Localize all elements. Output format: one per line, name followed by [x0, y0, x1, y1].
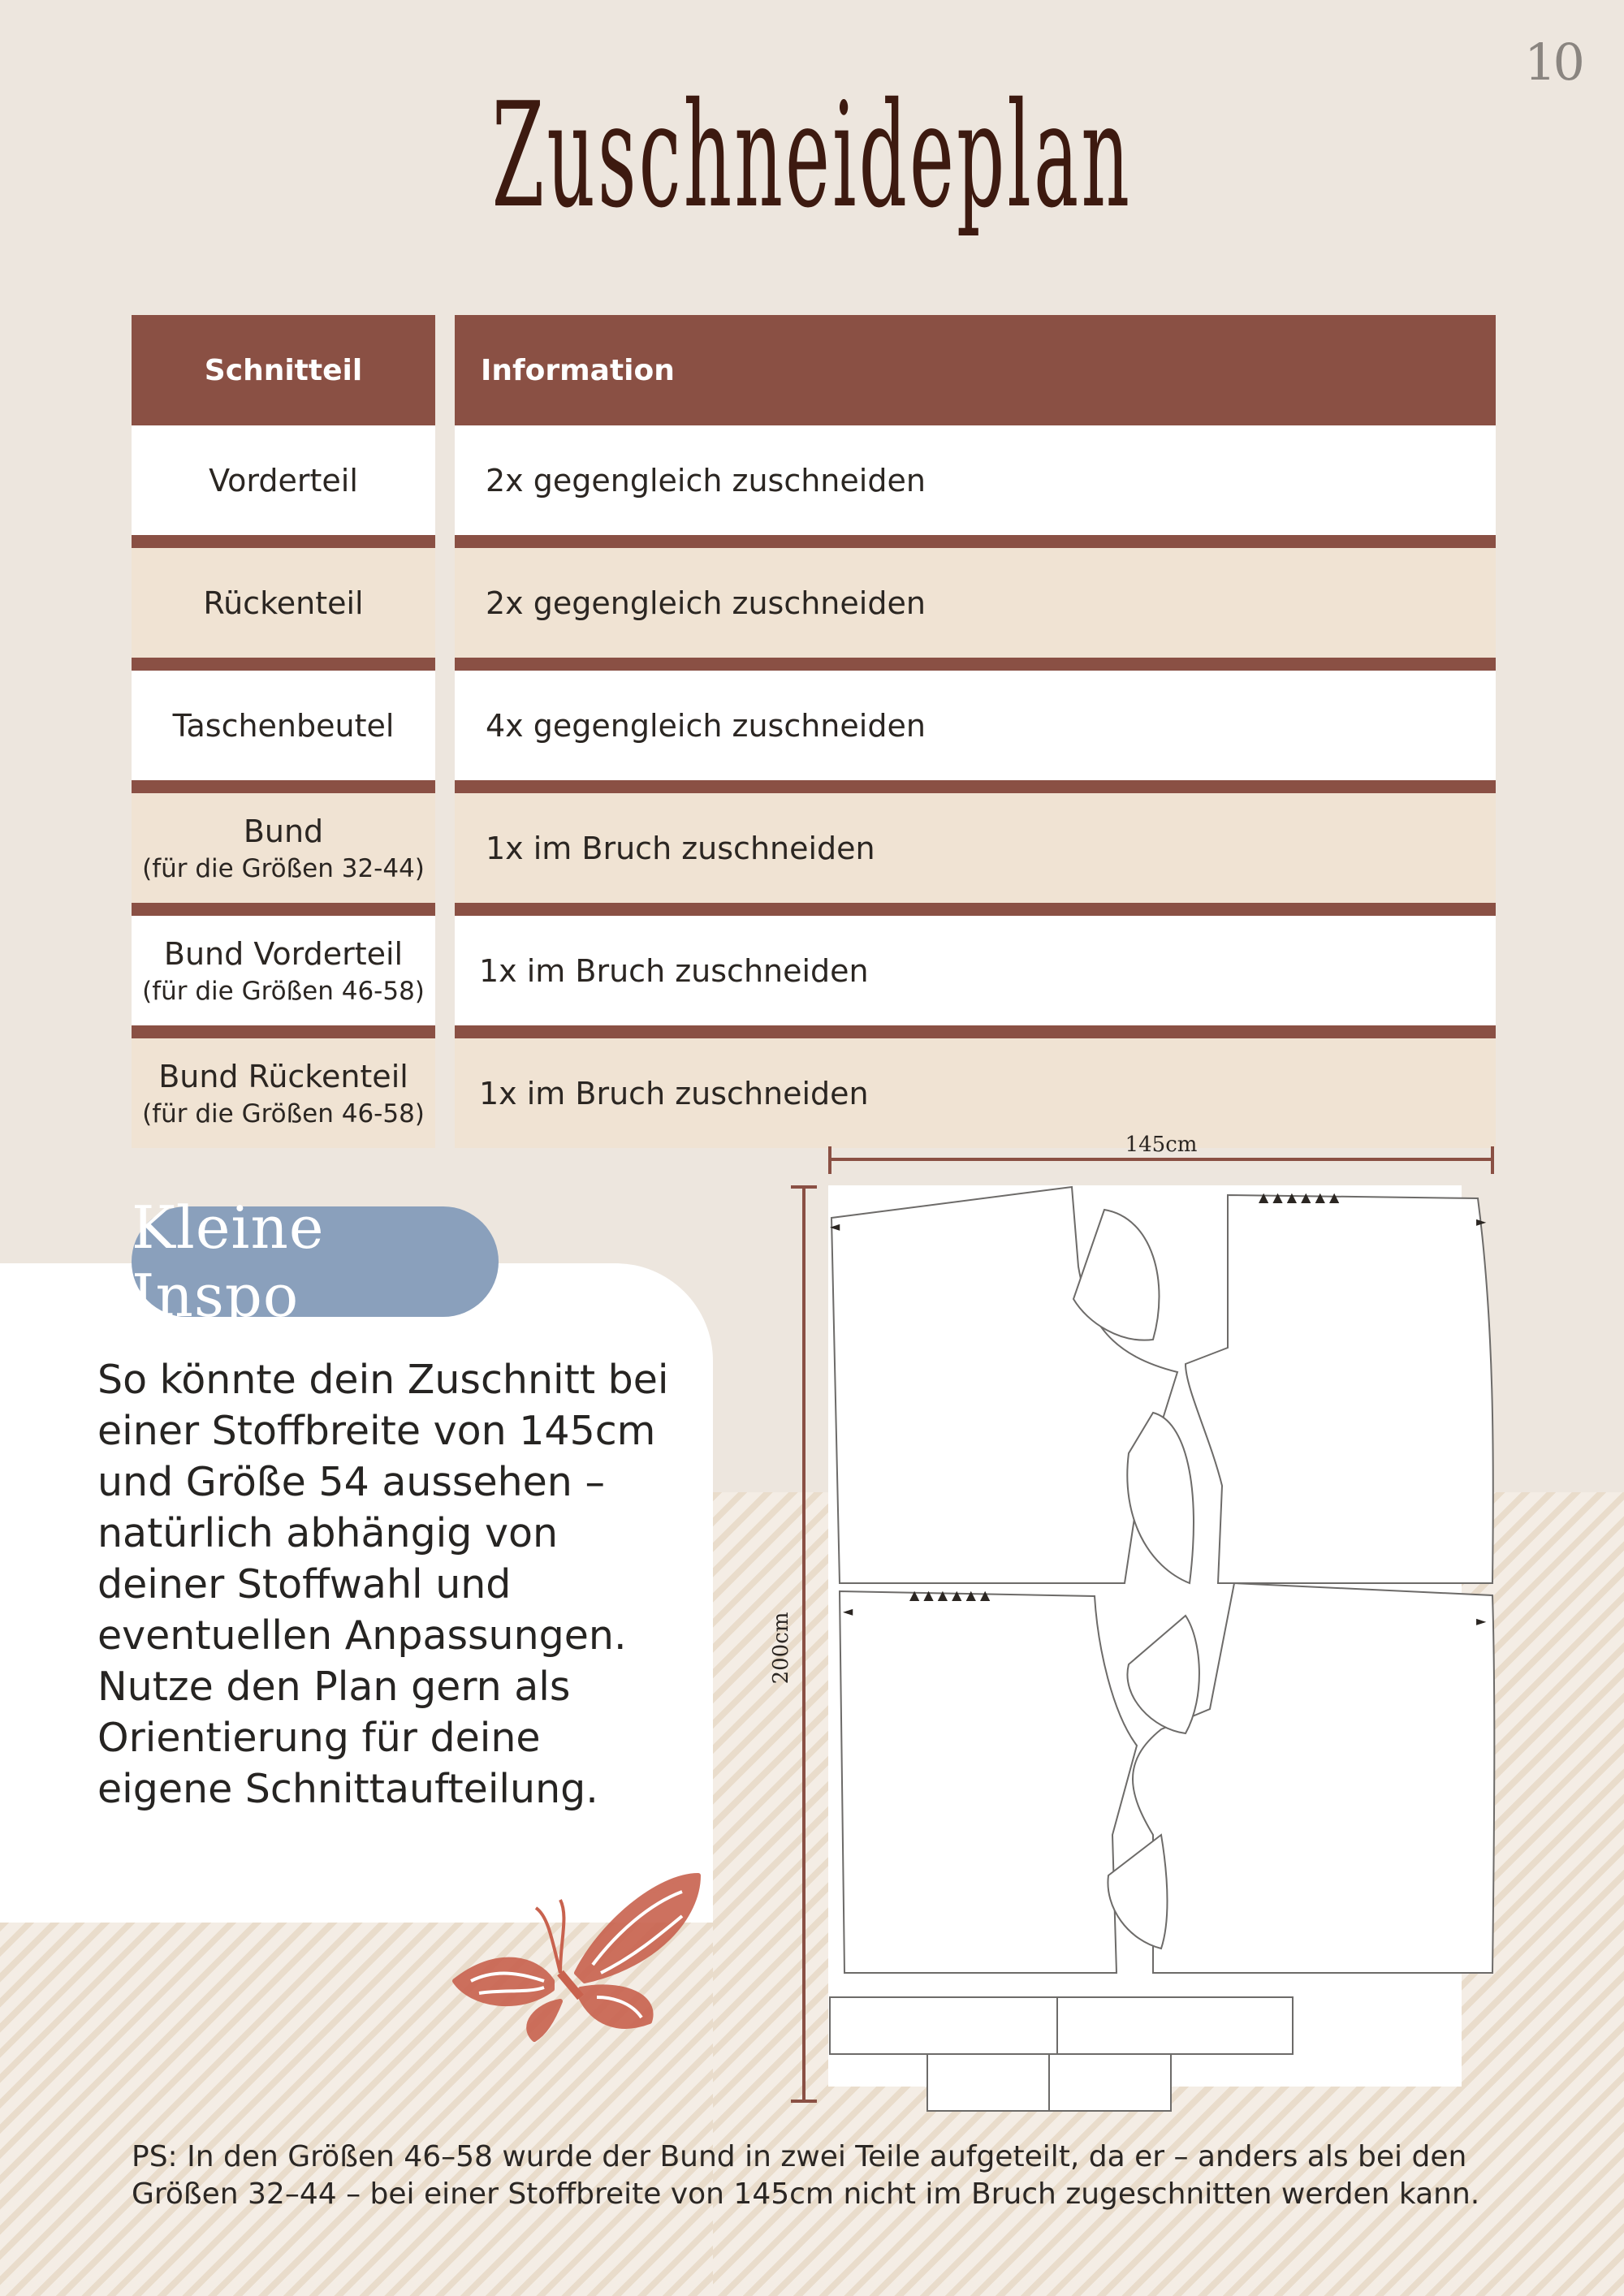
page-title: Zuschneideplan	[491, 71, 1133, 240]
row-part: Bund	[243, 813, 324, 849]
row-part: Taschenbeutel	[172, 707, 395, 744]
table-header	[132, 315, 1496, 425]
height-label: 200cm	[769, 1612, 793, 1685]
svg-text:◄: ◄	[830, 1219, 840, 1234]
row-info: 2x gegengleich zuschneiden	[455, 425, 1496, 535]
page-number: 10	[1524, 32, 1582, 92]
svg-text:▲ ▲ ▲ ▲ ▲ ▲: ▲ ▲ ▲ ▲ ▲ ▲	[909, 1587, 991, 1603]
table-row	[132, 548, 1496, 658]
row-info: 2x gegengleich zuschneiden	[455, 548, 1496, 658]
waistband-piece	[1049, 2054, 1171, 2111]
header-info: Information	[455, 315, 1496, 425]
header-part: Schnitteil	[132, 315, 435, 425]
cutting-table	[132, 315, 1496, 1148]
table-row	[132, 671, 1496, 780]
row-part: Bund Vorderteil	[163, 935, 404, 972]
ps-note: PS: In den Größen 46–58 wurde der Bund in zwei Teile aufgeteilt, da er – anders als bei den Größen 32–44 – bei einer Stoffbreite von 145cm nicht im Bruch zugeschnitten werden kann.	[132, 2140, 1480, 2211]
inspo-text: So könnte dein Zuschnitt bei einer Stoffbreite von 145cm und Größe 54 aussehen – natürlich abhängig von deiner Stoffwahl und eventuellen Anpassungen. Nutze den Plan gern als Orientierung für deine eigene Schnittaufteilung.	[97, 1357, 669, 1812]
row-info: 1x im Bruch zuschneiden	[455, 1038, 1496, 1148]
inspo-badge: Kleine Inspo	[132, 1206, 499, 1317]
row-part-sub: (für die Größen 46-58)	[142, 976, 425, 1006]
row-part: Vorderteil	[209, 462, 358, 498]
svg-text:◄: ◄	[843, 1603, 853, 1619]
front-piece	[1186, 1195, 1493, 1583]
row-part-sub: (für die Größen 32-44)	[142, 853, 425, 883]
waistband-piece	[927, 2054, 1049, 2111]
waistband-piece	[1057, 1997, 1293, 2054]
row-part: Bund Rückenteil	[158, 1058, 408, 1094]
butterfly-icon	[438, 1859, 706, 2046]
table-row	[132, 793, 1496, 903]
row-part: Rückenteil	[203, 585, 364, 621]
width-label: 145cm	[1125, 1133, 1198, 1157]
table-row	[132, 916, 1496, 1025]
row-info: 4x gegengleich zuschneiden	[455, 671, 1496, 780]
cutting-layout-diagram	[769, 1129, 1510, 2119]
waistband-piece	[830, 1997, 1057, 2054]
svg-text:►: ►	[1476, 1214, 1487, 1229]
row-info: 1x im Bruch zuschneiden	[455, 793, 1496, 903]
svg-text:►: ►	[1476, 1613, 1487, 1629]
row-part-sub: (für die Größen 46-58)	[142, 1098, 425, 1129]
back-piece	[840, 1591, 1137, 1973]
svg-text:▲ ▲ ▲ ▲ ▲ ▲: ▲ ▲ ▲ ▲ ▲ ▲	[1259, 1189, 1340, 1205]
row-info: 1x im Bruch zuschneiden	[455, 916, 1496, 1025]
table-row	[132, 425, 1496, 535]
